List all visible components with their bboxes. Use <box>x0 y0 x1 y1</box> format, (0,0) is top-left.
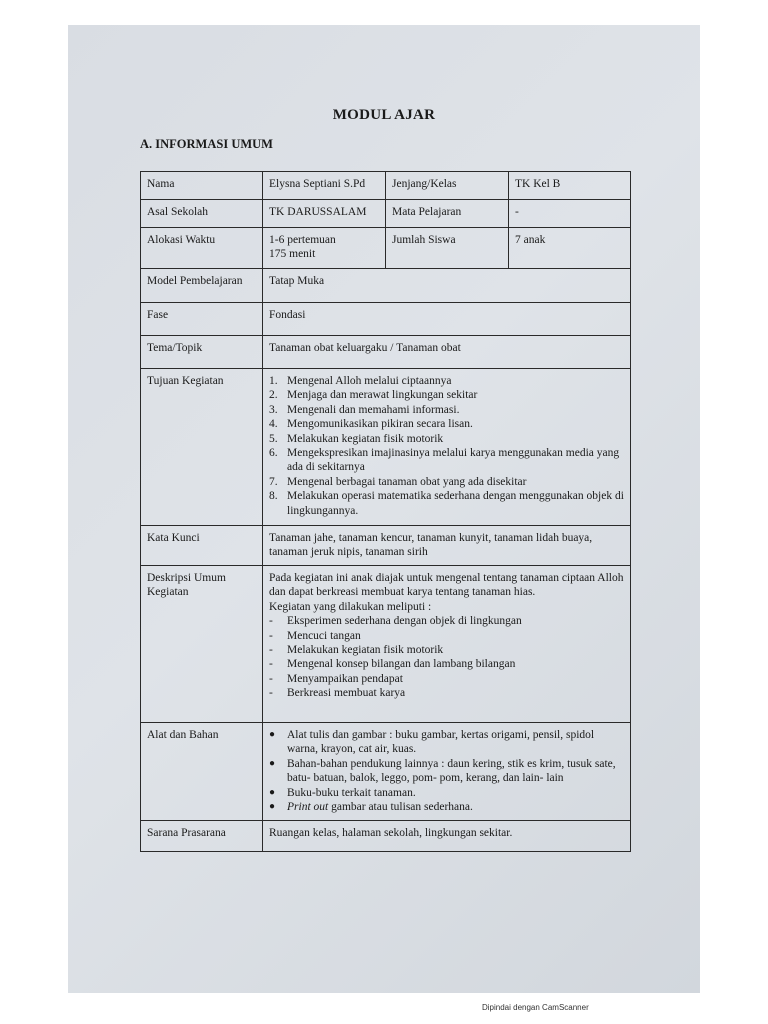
item-text: Mengenali dan memahami informasi. <box>287 403 460 416</box>
list-item <box>269 786 625 800</box>
value-mata-pelajaran: - <box>509 200 631 228</box>
value-deskripsi <box>263 566 631 723</box>
table-row <box>141 269 631 303</box>
bullet-icon: ● <box>269 729 276 740</box>
scanned-page <box>68 25 700 993</box>
list-item <box>269 800 625 814</box>
bullet-icon: ● <box>269 786 276 798</box>
list-item <box>269 417 625 431</box>
list-item <box>269 403 625 417</box>
item-text: Mengomunikasikan pikiran secara lisan. <box>287 418 473 431</box>
label-kata-kunci: Kata Kunci <box>141 526 263 566</box>
label-deskripsi: Deskripsi Umum Kegiatan <box>141 566 263 723</box>
table-row <box>141 228 631 269</box>
list-item <box>269 686 625 700</box>
bullet-icon: - <box>269 658 273 671</box>
item-number: 6. <box>269 447 278 460</box>
item-text: Melakukan operasi matematika sederhana dengan menggunakan objek di lingkungannya. <box>287 490 624 517</box>
item-text: Mengenal berbagai tanaman obat yang ada disekitar <box>287 475 527 488</box>
list-item <box>269 475 625 489</box>
item-number: 4. <box>269 418 278 431</box>
list-item <box>269 728 625 757</box>
list-item <box>269 643 625 657</box>
table-row <box>141 821 631 852</box>
deskripsi-sub: Kegiatan yang dilakukan meliputi : <box>269 600 432 613</box>
list-item <box>269 657 625 671</box>
label-tema: Tema/Topik <box>141 336 263 369</box>
bullet-icon: ● <box>269 801 276 813</box>
item-number: 5. <box>269 432 278 445</box>
bullet-icon: - <box>269 687 273 700</box>
value-jenjang: TK Kel B <box>509 172 631 200</box>
label-mata-pelajaran: Mata Pelajaran <box>386 200 509 228</box>
table-row <box>141 200 631 228</box>
item-text: Melakukan kegiatan fisik motorik <box>287 644 444 657</box>
list-item <box>269 374 625 388</box>
list-item <box>269 629 625 643</box>
label-tujuan: Tujuan Kegiatan <box>141 369 263 526</box>
alat-list <box>269 728 625 800</box>
value-kata-kunci: Tanaman jahe, tanaman kencur, tanaman kunyit, tanaman lidah buaya, tanaman jeruk nipis, tanaman sirih <box>263 526 631 566</box>
item-text: Menyampaikan pendapat <box>287 672 403 685</box>
bullet-icon: - <box>269 615 273 628</box>
value-tema: Tanaman obat keluargaku / Tanaman obat <box>263 336 631 369</box>
item-number: 8. <box>269 490 278 503</box>
value-model: Tatap Muka <box>263 269 631 303</box>
tujuan-list <box>269 374 625 518</box>
value-alokasi-waktu <box>263 228 386 269</box>
bullet-icon: - <box>269 629 273 642</box>
item-number: 3. <box>269 403 278 416</box>
item-text: Mengekspresikan imajinasinya melalui karya menggunakan media yang ada di sekitarnya <box>287 447 620 474</box>
label-nama: Nama <box>141 172 263 200</box>
table-row <box>141 566 631 723</box>
list-item <box>269 446 625 475</box>
bullet-icon: - <box>269 672 273 685</box>
value-nama: Elysna Septiani S.Pd <box>263 172 386 200</box>
item-text: Eksperimen sederhana dengan objek di lingkungan <box>287 615 522 628</box>
label-fase: Fase <box>141 303 263 336</box>
value-fase: Fondasi <box>263 303 631 336</box>
table-row <box>141 723 631 821</box>
item-text: Berkreasi membuat karya <box>287 687 406 700</box>
label-alokasi-waktu: Alokasi Waktu <box>141 228 263 269</box>
item-text: Menjaga dan merawat lingkungan sekitar <box>287 389 478 402</box>
info-table <box>140 171 631 852</box>
print-out-rest: gambar atau tulisan sederhana. <box>328 801 473 814</box>
alokasi-line-1: 1-6 pertemuan <box>269 234 336 246</box>
item-text: Mengenal Alloh melalui ciptaannya <box>287 375 452 387</box>
list-item <box>269 388 625 402</box>
list-item <box>269 757 625 786</box>
label-alat-bahan: Alat dan Bahan <box>141 723 263 821</box>
item-text: Alat tulis dan gambar : buku gambar, kertas origami, pensil, spidol warna, krayon, cat air, kuas. <box>287 729 595 756</box>
item-text: Mencuci tangan <box>287 629 361 642</box>
bullet-icon: ● <box>269 757 276 769</box>
table-row <box>141 369 631 526</box>
label-jenjang: Jenjang/Kelas <box>386 172 509 200</box>
print-out-italic: Print out <box>287 801 329 814</box>
value-jumlah-siswa: 7 anak <box>509 228 631 269</box>
value-asal-sekolah: TK DARUSSALAM <box>263 200 386 228</box>
list-item <box>269 432 625 446</box>
bullet-icon: - <box>269 644 273 657</box>
list-item <box>269 489 625 518</box>
alat-list-last <box>269 800 625 814</box>
label-asal-sekolah: Asal Sekolah <box>141 200 263 228</box>
label-sarana: Sarana Prasarana <box>141 821 263 852</box>
table-row <box>141 336 631 369</box>
item-number: 1. <box>269 375 278 387</box>
table-row <box>141 303 631 336</box>
list-item <box>269 672 625 686</box>
item-number: 2. <box>269 389 278 402</box>
item-text: Buku-buku terkait tanaman. <box>287 786 416 799</box>
scanner-watermark: Dipindai dengan CamScanner <box>482 1003 589 1012</box>
item-number: 7. <box>269 475 278 488</box>
value-sarana: Ruangan kelas, halaman sekolah, lingkungan sekitar. <box>263 821 631 852</box>
section-heading: A. INFORMASI UMUM <box>140 137 273 151</box>
label-model: Model Pembelajaran <box>141 269 263 303</box>
item-text: Bahan-bahan pendukung lainnya : daun kering, stik es krim, tusuk sate, batu- batuan, balok, leggo, pom- pom, kerang, dan lain- lain <box>287 757 616 785</box>
deskripsi-intro: Pada kegiatan ini anak diajak untuk mengenal tentang tanaman ciptaan Alloh dan dapat berkreasi membuat karya tentang tanaman hias. <box>269 572 624 599</box>
item-text: Mengenal konsep bilangan dan lambang bilangan <box>287 658 516 671</box>
value-tujuan <box>263 369 631 526</box>
alokasi-line-2: 175 menit <box>269 248 316 261</box>
list-item <box>269 614 625 628</box>
document-title: MODUL AJAR <box>332 107 436 123</box>
value-alat-bahan <box>263 723 631 821</box>
deskripsi-list <box>269 614 625 700</box>
table-row <box>141 172 631 200</box>
table-row <box>141 526 631 566</box>
label-jumlah-siswa: Jumlah Siswa <box>386 228 509 269</box>
item-text: Melakukan kegiatan fisik motorik <box>287 432 444 445</box>
